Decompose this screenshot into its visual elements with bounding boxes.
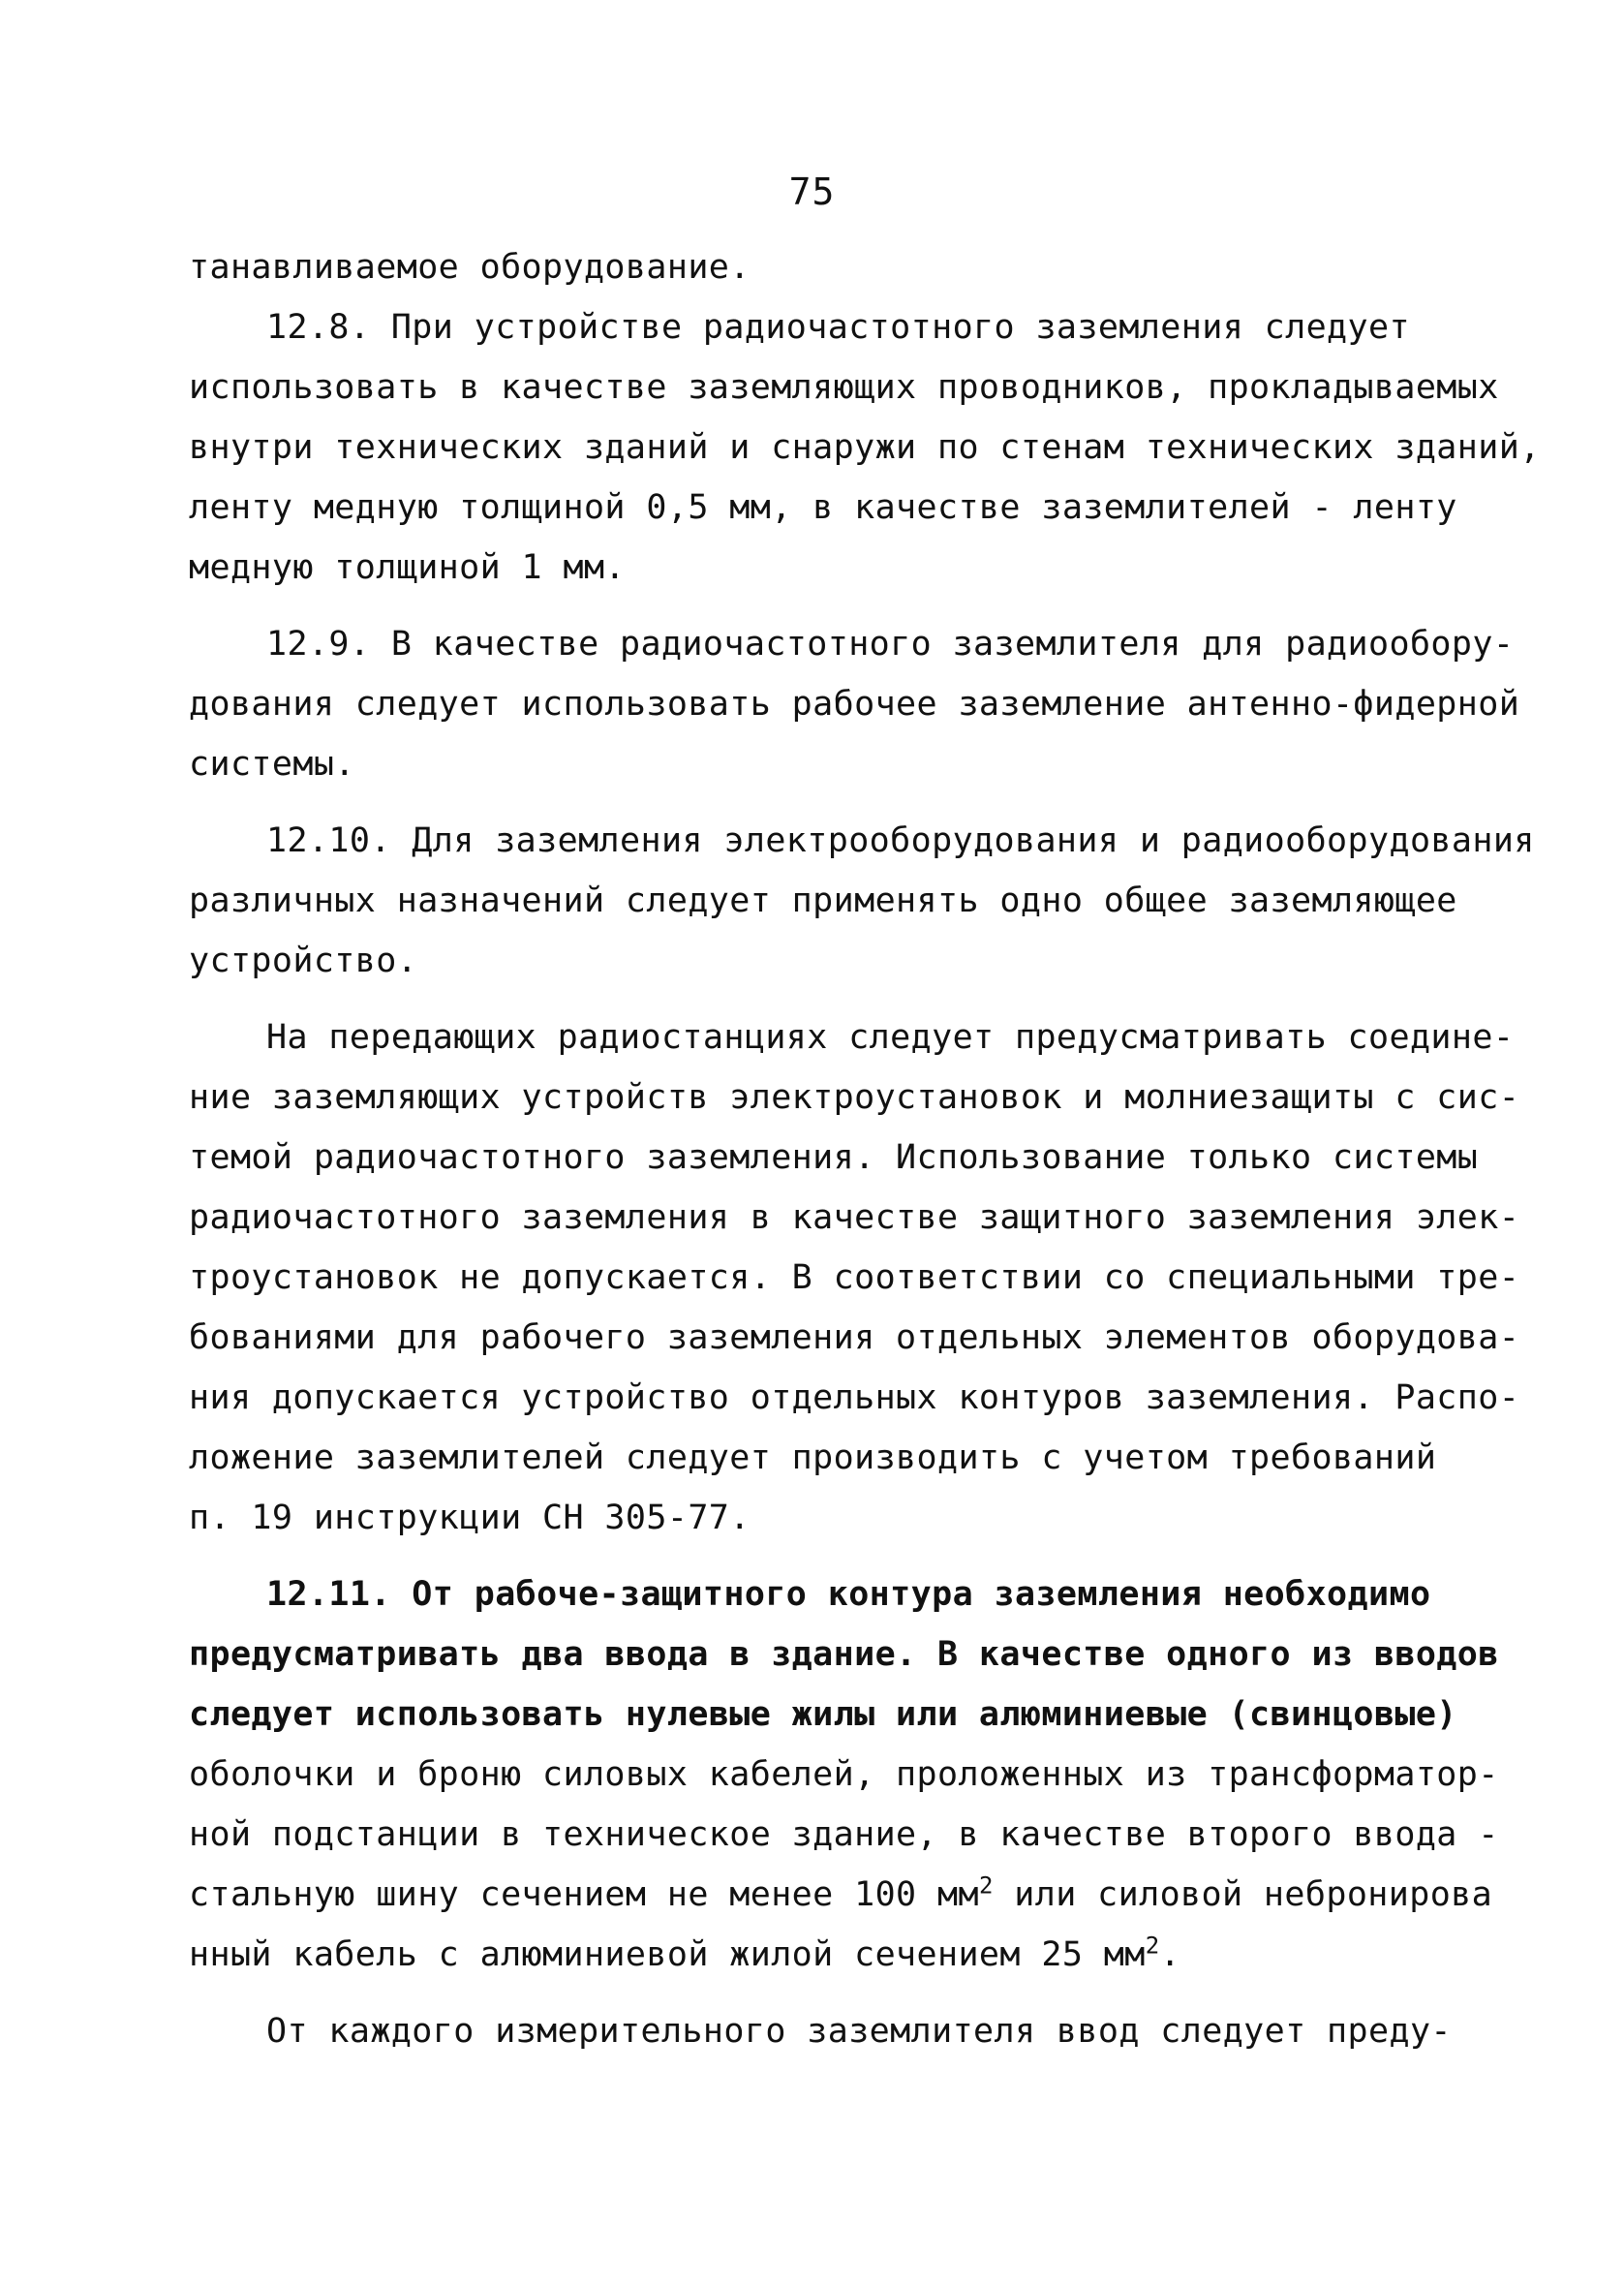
text-line: танавливаемое оборудование. <box>189 248 751 287</box>
section-12-8-heading-line: 12.8. При устройстве радиочастотного заземления следует <box>266 308 1410 347</box>
text-line: предусматривать два ввода в здание. В качестве одного из вводов <box>189 1635 1499 1674</box>
section-12-10-heading-line: 12.10. Для заземления электрооборудования и радиооборудования <box>266 821 1535 860</box>
text-line: устройство. <box>189 942 418 980</box>
text-segment: стальную шину сечением не менее 100 мм <box>189 1875 979 1914</box>
text-line: ленту медную толщиной 0,5 мм, в качестве заземлителей - ленту <box>189 488 1457 527</box>
text-line: использовать в качестве заземляющих проводников, прокладываемых <box>189 368 1499 407</box>
text-line: радиочастотного заземления в качестве защитного заземления элек- <box>189 1198 1520 1237</box>
text-line: ния допускается устройство отдельных контуров заземления. Распо- <box>189 1378 1520 1417</box>
text-line: медную толщиной 1 мм. <box>189 548 626 587</box>
text-line: ние заземляющих устройств электроустановок и молниезащиты с сис- <box>189 1078 1520 1117</box>
section-12-11-heading-line: 12.11. От рабоче-защитного контура заземления необходимо <box>266 1575 1431 1614</box>
text-line: ложение заземлителей следует производить с учетом требований <box>189 1438 1437 1477</box>
text-line: п. 19 инструкции СН 305-77. <box>189 1499 751 1537</box>
paragraph-first-line: От каждого измерительного заземлителя ввод следует преду- <box>266 2012 1452 2051</box>
text-segment: нный кабель с алюминиевой жилой сечением 25 мм <box>189 1935 1146 1974</box>
paragraph-first-line: На передающих радиостанциях следует предусматривать соедине- <box>266 1018 1515 1057</box>
superscript: 2 <box>978 1871 994 1900</box>
text-line-with-superscript <box>189 1866 1493 1924</box>
text-segment: или силовой небронирова <box>993 1875 1493 1914</box>
text-line-with-superscript <box>189 1926 1477 1984</box>
text-segment: . <box>1159 1935 1181 1974</box>
text-line: оболочки и броню силовых кабелей, проложенных из трансформатор- <box>189 1755 1499 1794</box>
text-line: ной подстанции в техническое здание, в качестве второго ввода - <box>189 1815 1499 1854</box>
superscript: 2 <box>1145 1932 1160 1960</box>
text-line: системы. <box>189 745 355 784</box>
page-number: 75 <box>788 170 836 213</box>
text-line: следует использовать нулевые жилы или алюминиевые (свинцовые) <box>189 1695 1457 1734</box>
text-line: троустановок не допускается. В соответствии со специальными тре- <box>189 1258 1520 1297</box>
text-line: дования следует использовать рабочее заземление антенно-фидерной <box>189 685 1520 724</box>
text-line: внутри технических зданий и снаружи по стенам технических зданий, <box>189 428 1541 467</box>
text-line: бованиями для рабочего заземления отдельных элементов оборудова- <box>189 1318 1520 1357</box>
text-line: темой радиочастотного заземления. Использование только системы <box>189 1138 1479 1177</box>
section-12-9-heading-line: 12.9. В качестве радиочастотного заземлителя для радиообору- <box>266 625 1515 664</box>
text-line: различных назначений следует применять одно общее заземляющее <box>189 881 1457 920</box>
